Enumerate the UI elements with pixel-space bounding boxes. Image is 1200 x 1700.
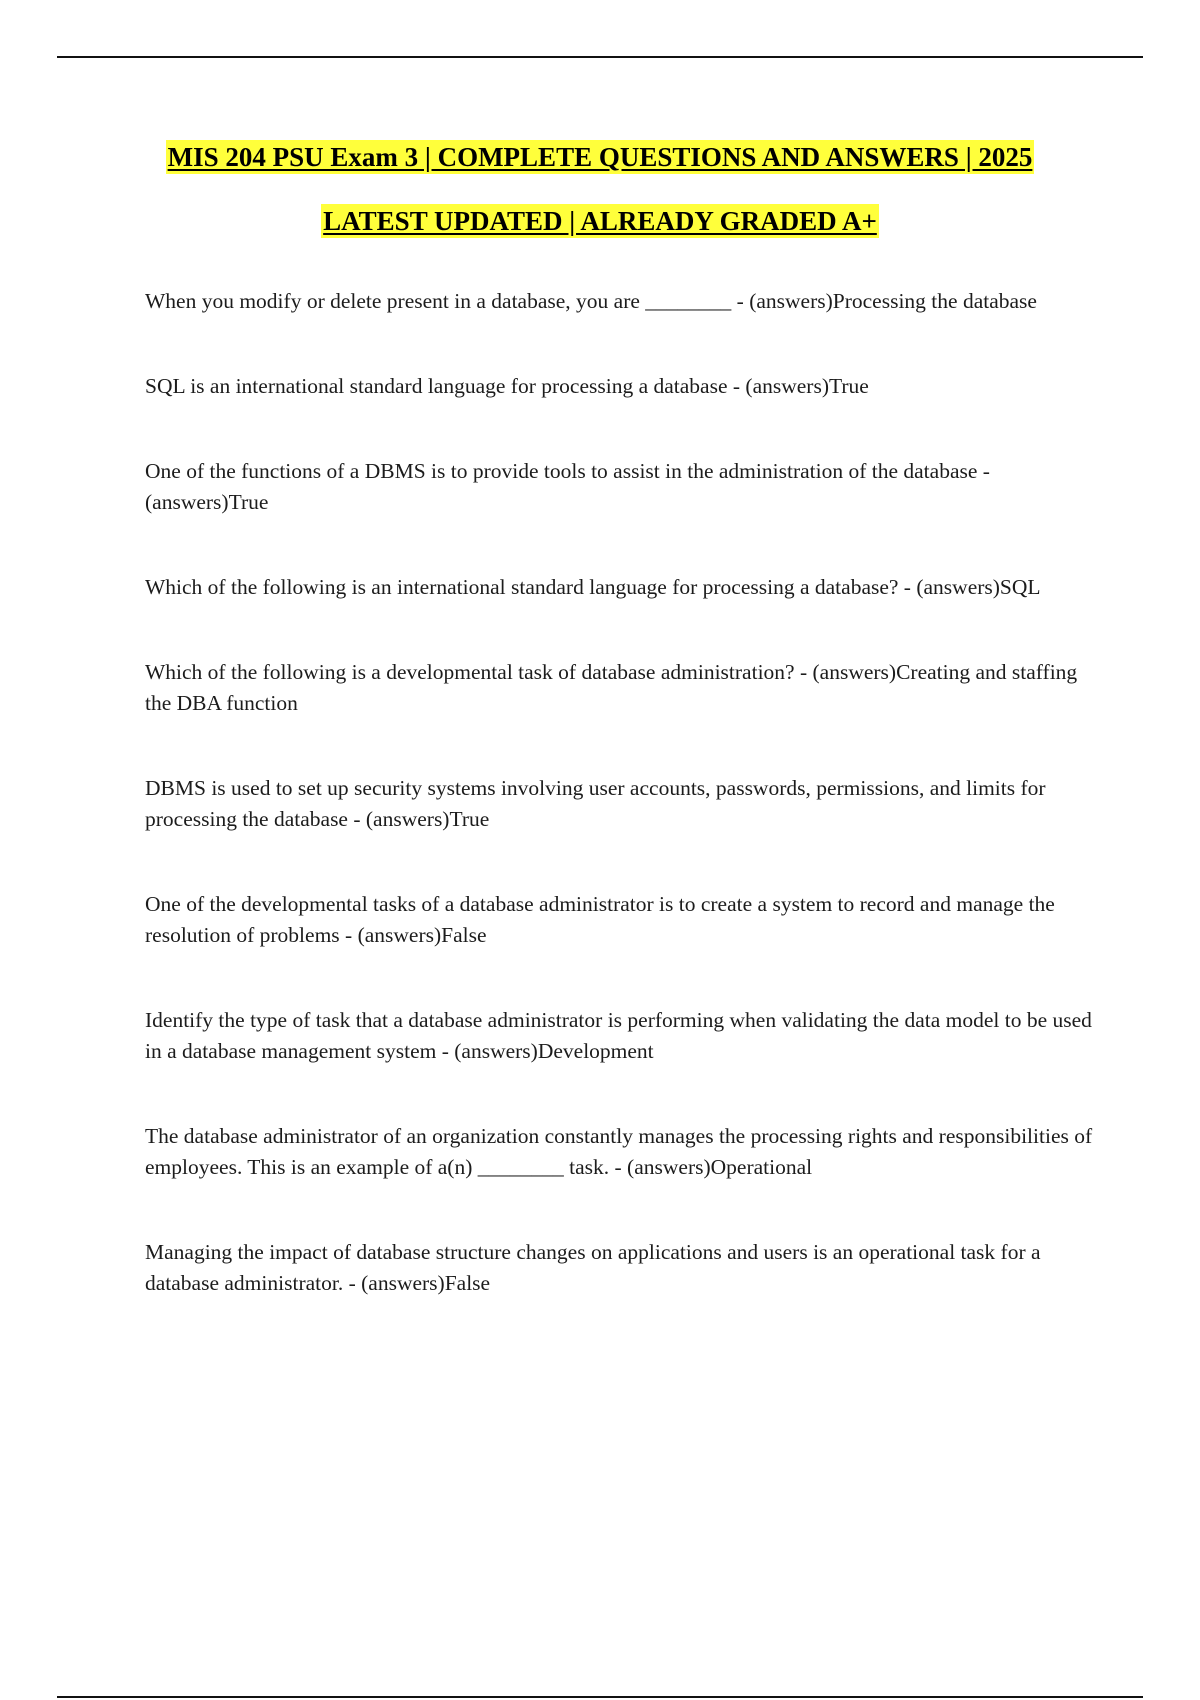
title-line-2: LATEST UPDATED | ALREADY GRADED A+ [323,206,877,236]
qa-item: One of the functions of a DBMS is to provide tools to assist in the administration of the database - (answers)True [145,459,990,514]
document-title [60,140,1140,238]
qa-item: SQL is an international standard language for processing a database - (answers)True [145,374,869,398]
bottom-rule [57,1696,1143,1698]
qa-item: Which of the following is an international standard language for processing a database? - (answers)SQL [145,575,1041,599]
question-answer-list [145,286,1095,1353]
title-line-1: MIS 204 PSU Exam 3 | COMPLETE QUESTIONS AND ANSWERS | 2025 [167,142,1033,172]
qa-item: Identify the type of task that a database administrator is performing when validating the data model to be used in a database management system - (answers)Development [145,1008,1092,1063]
qa-item: The database administrator of an organization constantly manages the processing rights and responsibilities of employees. This is an example of a(n) ________ task. - (answers)Operational [145,1124,1093,1179]
top-rule [57,56,1143,58]
qa-item: When you modify or delete present in a database, you are ________ - (answers)Processing the database [145,289,1037,313]
qa-item: DBMS is used to set up security systems involving user accounts, passwords, permissions, and limits for processing the database - (answers)True [145,776,1046,831]
qa-item: One of the developmental tasks of a database administrator is to create a system to record and manage the resolution of problems - (answers)False [145,892,1055,947]
qa-item: Managing the impact of database structure changes on applications and users is an operational task for a database administrator. - (answers)False [145,1240,1041,1295]
qa-item: Which of the following is a developmental task of database administration? - (answers)Creating and staffing the DBA function [145,660,1078,715]
